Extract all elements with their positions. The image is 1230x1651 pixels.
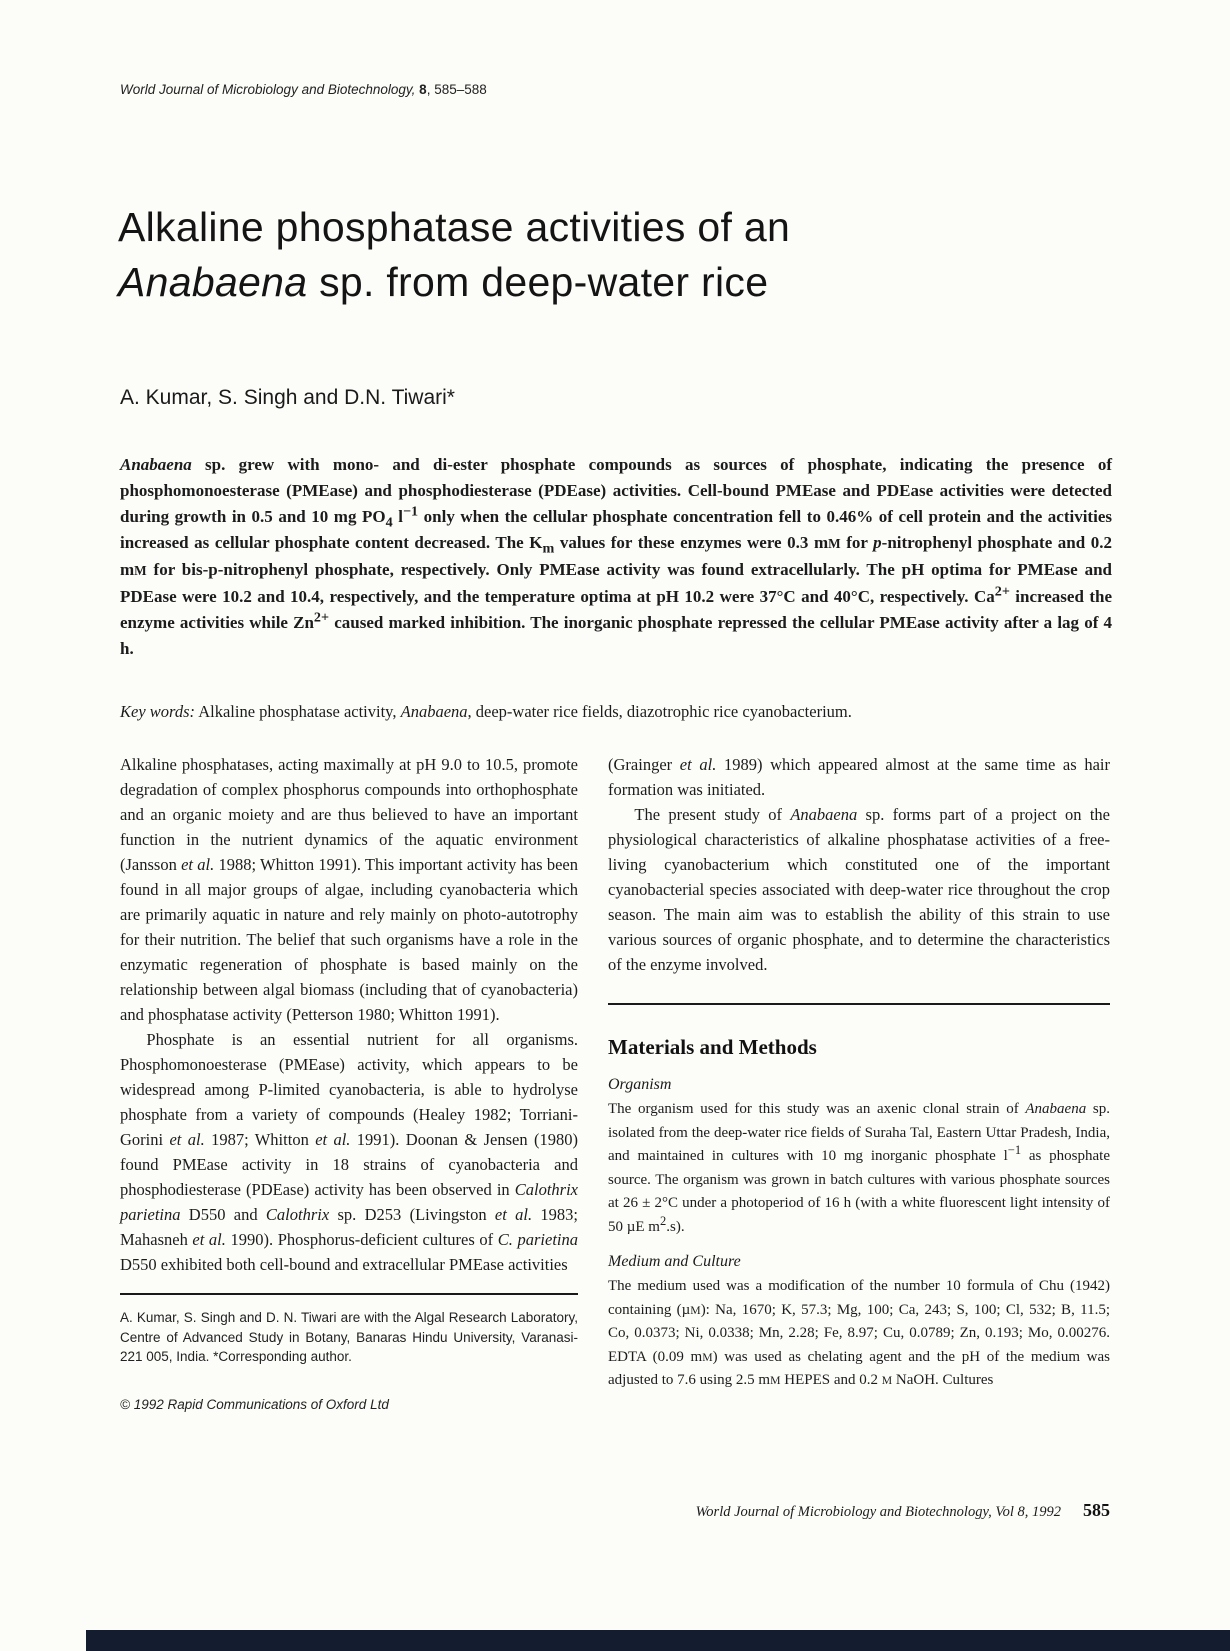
paper-title: Alkaline phosphatase activities of an Anabaena sp. from deep-water rice bbox=[118, 204, 791, 305]
authors-line: A. Kumar, S. Singh and D.N. Tiwari* bbox=[120, 386, 455, 409]
subsection-body-medium-culture: The medium used was a modification of the number 10 formula of Chu (1942) containing (µM): Na, 1670; K, 57.3; Mg, 100; Ca, 243; S, 100; Cl, 532; B, 11.5; Co, 0.0373; Ni, 0.0338; Mn, 2.28; Fe, 8.97; Cu, 0.0789; Zn, 0.193; Mo, 0.00276. EDTA (0.09 mM) was used as chelating agent and the pH of the medium was adjusted to 7.6 using 2.5 mM HEPES and 0.2 M NaOH. Cultures bbox=[608, 1278, 1111, 1388]
section-heading-materials-methods: Materials and Methods bbox=[608, 1035, 817, 1059]
left-column bbox=[120, 752, 578, 1412]
page-footer bbox=[608, 1500, 1110, 1521]
copyright-line: © 1992 Rapid Communications of Oxford Ltd bbox=[120, 1396, 389, 1412]
footer-page-number: 585 bbox=[1083, 1500, 1110, 1520]
abstract: Anabaena sp. grew with mono- and di-ester phosphate compounds as sources of phosphate, indicating the presence of phosphomonoesterase (PMEase) and phosphodiesterase (PDEase) activities. Cell-bound PMEase and PDEase activities were detected during growth in 0.5 and 10 mg $PO_4$ $l^{-1}$ only when the cellular phosphate concentration fell to 0.46% of cell protein and the activities increased as cellular phosphate content decreased. The $K_m$ values for these enzymes were 0.3 mM for p-nitrophenyl phosphate and 0.2 mM for bis-p-nitrophenyl phosphate, respectively. Only PMEase activity was found extracellularly. The pH optima for PMEase and PDEase were 10.2 and 10.4, respectively, and the temperature optima at pH 10.2 were 37°C and 40°C, respectively. $Ca^{2+}$ increased the enzyme activities while $Zn^{2+}$ caused marked inhibition. The inorganic phosphate repressed the cellular PMEase activity after a lag of 4 h. bbox=[120, 455, 1113, 658]
subsection-heading-medium-culture: Medium and Culture bbox=[608, 1253, 741, 1270]
subsection-body-organism: The organism used for this study was an axenic clonal strain of Anabaena sp. isolated from the deep-water rice fields of Suraha Tal, Eastern Uttar Pradesh, India, and maintained in cultures with 10 mg inorganic phosphate $l^{-1}$ as phosphate source. The organism was grown in batch cultures with various phosphate sources at 26 ± 2°C under a photoperiod of 16 h (with a white fluorescent light intensity of 50 µE $m^2.s$). bbox=[608, 1101, 1110, 1235]
intro-paragraph-4: The present study of Anabaena sp. forms part of a project on the physiological characteristics of alkaline phosphatase activities of a free-living cyanobacterium which constituted one of the important cyanobacterial species associated with deep-water rice throughout the crop season. The main aim was to establish the ability of this strain to use various sources of organic phosphate, and to determine the characteristics of the enzyme involved. bbox=[608, 805, 1110, 974]
journal-header: World Journal of Microbiology and Biotechnology, 8, 585–588 bbox=[120, 82, 487, 97]
subsection-organism bbox=[608, 1076, 1110, 1239]
subsection-heading-organism: Organism bbox=[608, 1076, 672, 1093]
footnote-divider bbox=[120, 1293, 578, 1295]
intro-paragraph-2: Phosphate is an essential nutrient for all organisms. Phosphomonoesterase (PMEase) activity, which appears to be widespread among P-limited cyanobacteria, is able to hydrolyse phosphate from a variety of compounds (Healey 1982; Torriani-Gorini et al. 1987; Whitton et al. 1991). Doonan & Jensen (1980) found PMEase activity in 18 strains of cyanobacteria and phosphodiesterase (PDEase) activity has been observed in Calothrix parietina D550 and Calothrix sp. D253 (Livingston et al. 1983; Mahasneh et al. 1990). Phosphorus-deficient cultures of C. parietina D550 exhibited both cell-bound and extracellular PMEase activities bbox=[120, 1030, 578, 1274]
author-footnote-block bbox=[120, 1293, 578, 1367]
intro-paragraph-1: Alkaline phosphatases, acting maximally at pH 9.0 to 10.5, promote degradation of complex phosphorus compounds into orthophosphate and an organic moiety and are thus believed to have an important function in the nutrient dynamics of the aquatic environment (Jansson et al. 1988; Whitton 1991). This important activity has been found in all major groups of algae, including cyanobacteria which are primarily aquatic in nature and rely mainly on photo-autotrophy for their nutrition. The belief that such organisms have a role in the enzymatic regeneration of phosphate is based mainly on the relationship between algal biomass (including that of cyanobacteria) and phosphatase activity (Petterson 1980; Whitton 1991). bbox=[120, 755, 578, 1024]
keywords-line: Key words: Alkaline phosphatase activity, Anabaena, deep-water rice fields, diazotrophic rice cyanobacterium. bbox=[120, 702, 852, 721]
intro-paragraph-3: (Grainger et al. 1989) which appeared almost at the same time as hair formation was initiated. bbox=[608, 755, 1110, 799]
section-divider bbox=[608, 1003, 1110, 1005]
author-affiliation-footnote: A. Kumar, S. Singh and D. N. Tiwari are with the Algal Research Laboratory, Centre of Advanced Study in Botany, Banaras Hindu University, Varanasi-221 005, India. *Corresponding author. bbox=[120, 1310, 578, 1364]
right-column bbox=[608, 752, 1110, 1407]
subsection-medium-culture bbox=[608, 1253, 1110, 1393]
footer-journal-name: World Journal of Microbiology and Biotechnology, Vol 8, 1992 bbox=[695, 1504, 1061, 1520]
scan-edge-bar bbox=[86, 1630, 1230, 1651]
